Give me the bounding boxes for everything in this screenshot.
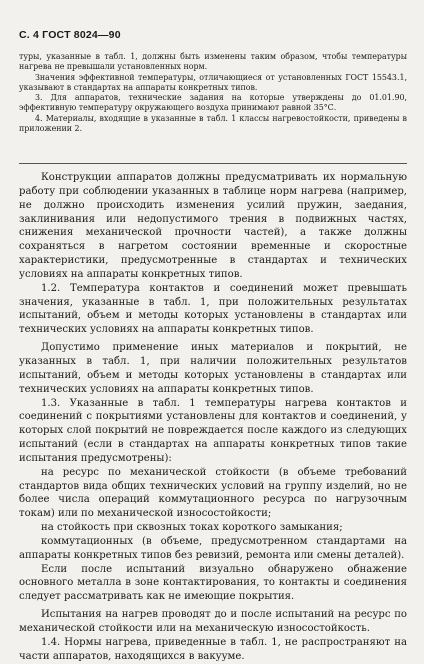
body-paragraph: 1.4. Нормы нагрева, приведенные в табл. 1, не распространяют на части аппаратов, находящихся в вакууме. bbox=[19, 636, 407, 662]
note-paragraph: Значения эффективной температуры, отличающиеся от установленных ГОСТ 15543.1, указывают в стандартах на аппараты конкретных типов. bbox=[19, 72, 407, 92]
body-paragraph: 1.2. Температура контактов и соединений может превышать значения, указанные в табл. 1, при положительных результатах испытаний, объем и методы которых установлены в стандартах или технических условиях на аппараты конкретных типов. bbox=[19, 282, 407, 336]
body-paragraph: Если после испытаний визуально обнаружено обнажение основного металла в зоне контактирования, то контакты и соединения следует рассматривать как не имеющие покрытия. bbox=[19, 563, 407, 603]
table-notes bbox=[19, 52, 407, 134]
body-paragraph: Испытания на нагрев проводят до и после испытаний на ресурс по механической стойкости или на механическую износостойкость. bbox=[19, 609, 407, 634]
body-paragraph: на стойкость при сквозных токах короткого замыкания; bbox=[41, 522, 343, 534]
section-divider bbox=[19, 163, 407, 164]
main-text bbox=[19, 171, 407, 664]
note-paragraph: 3. Для аппаратов, технические задания на которые утверждены до 01.01.90, эффективную температуру окружающего воздуха принимают равной 35°С. bbox=[19, 93, 407, 113]
note-paragraph: 4. Материалы, входящие в указанные в табл. 1 классы нагревостойкости, приведены в приложении 2. bbox=[19, 113, 407, 134]
body-paragraph: коммутационных (в объеме, предусмотренном стандартами на аппараты конкретных типов без ревизий, ремонта или смены деталей). bbox=[19, 535, 407, 561]
page-header: С. 4 ГОСТ 8024—90 bbox=[19, 29, 121, 41]
body-paragraph: на ресурс по механической стойкости (в объеме требований стандартов вида общих технических условий на группу изделий, но не более числа операций коммутационного ресурса по нагрузочным токам) или по механической износостойкости; bbox=[19, 466, 407, 520]
note-paragraph: туры, указанные в табл. 1, должны быть изменены таким образом, чтобы температуры нагрева не превышали установленных норм. bbox=[19, 52, 407, 72]
body-paragraph: Допустимо применение иных материалов и покрытий, не указанных в табл. 1, при наличии положительных результатов испытаний, объем и методы которых установлены в стандартах или технических условиях на аппараты конкретных типов. bbox=[19, 342, 407, 395]
body-paragraph: Конструкции аппаратов должны предусматривать их нормальную работу при соблюдении указанных в таблице норм нагрева (например, не должно происходить изменения усилий пружин, заедания, заклинивания или недопустимого трения в подвижных частях, снижения механической прочности частей), а также должны сохраняться в нагретом состоянии временные и скоростные характеристики, предусмотренные в стандартах и технических условиях на аппараты конкретных типов. bbox=[19, 172, 407, 280]
body-paragraph: 1.3. Указанные в табл. 1 температуры нагрева контактов и соединений с покрытиями установлены для контактов и соединений, у которых слой покрытий не повреждается после каждого из следующих испытаний (если в стандартах на аппараты конкретных типов такие испытания предусмотрены): bbox=[19, 397, 407, 464]
